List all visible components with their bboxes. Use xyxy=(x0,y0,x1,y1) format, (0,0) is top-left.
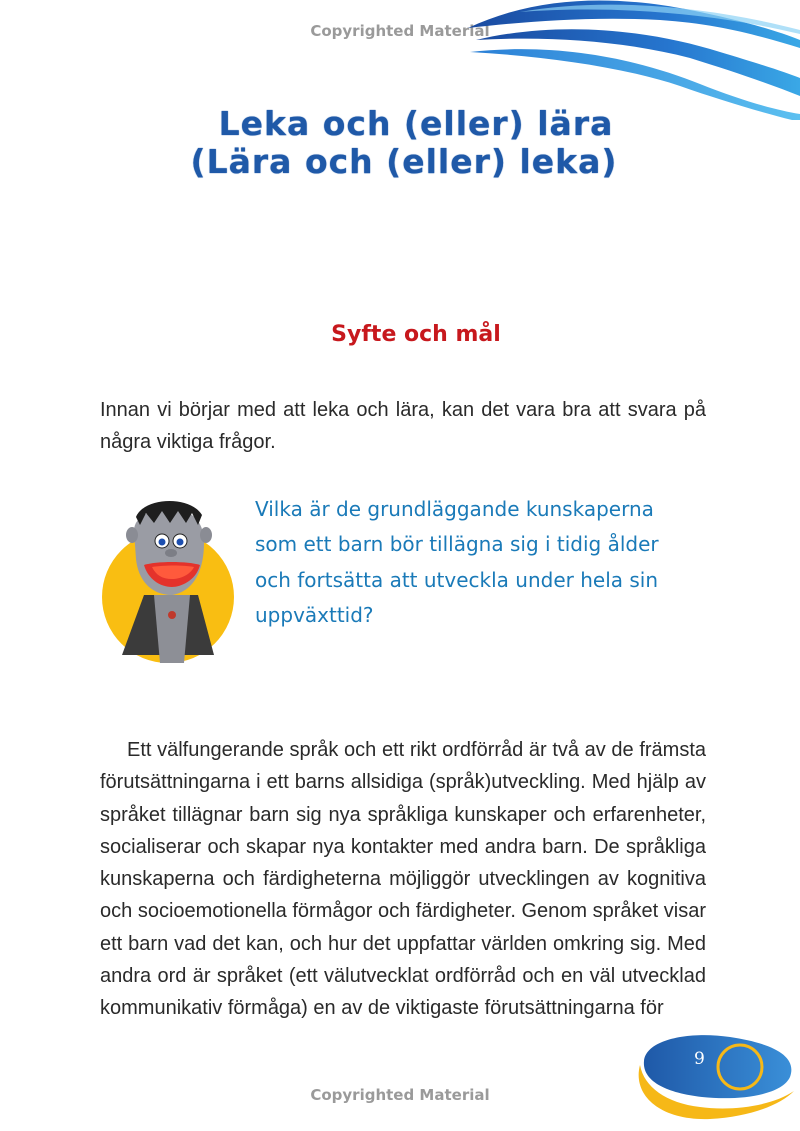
question-callout: Vilka är de grundläggande kunskaperna som ett barn bör tillägna sig i tidig ålder och fortsätta att utveckla under hela sin uppväxttid? xyxy=(255,497,659,627)
puppet-bow xyxy=(168,611,176,619)
page-title-line-2: (Lära och (eller) leka) xyxy=(190,142,618,181)
main-paragraph: Ett välfungerande språk och ett rikt ordförråd är två av de främsta förutsättningarna i ett barns allsidiga (språk)utveckling. Med hjälp av språket tillägnar barn sig nya språkliga kunskaper och erfarenheter, socialiserar och skapar nya kontakter med andra barn. De språkliga kunskaperna och färdigheterna möjliggör utvecklingen av kognitiva och socioemotionella förmågor och färdigheter. Genom språket visar ett barn vad det kan, och hur det uppfattar världen omkring sig. Med andra ord är språket (ett välutvecklat ordförråd och en väl utvecklad kommunikativ förmåga) en av de viktigaste förutsättningarna för xyxy=(100,739,706,1020)
puppet-pupil-left xyxy=(159,539,166,546)
puppet-pupil-right xyxy=(177,539,184,546)
intro-paragraph: Innan vi börjar med att leka och lära, kan det vara bra att svara på några viktiga frågor. xyxy=(100,399,706,454)
page-title-line-1: Leka och (eller) lära xyxy=(218,104,614,143)
puppet-nose xyxy=(165,549,177,557)
puppet-illustration xyxy=(100,495,240,665)
puppet-ear-left xyxy=(126,527,138,543)
copyright-watermark-bottom: Copyrighted Material xyxy=(310,1086,490,1104)
copyright-watermark-top: Copyrighted Material xyxy=(310,22,490,40)
wave-middle xyxy=(476,29,800,96)
wave-decoration xyxy=(0,0,800,120)
section-heading: Syfte och mål xyxy=(331,322,501,347)
page-number-badge xyxy=(630,1025,800,1125)
puppet-ear-right xyxy=(200,527,212,543)
page-number: 9 xyxy=(694,1049,705,1069)
puppet-body xyxy=(154,595,190,663)
